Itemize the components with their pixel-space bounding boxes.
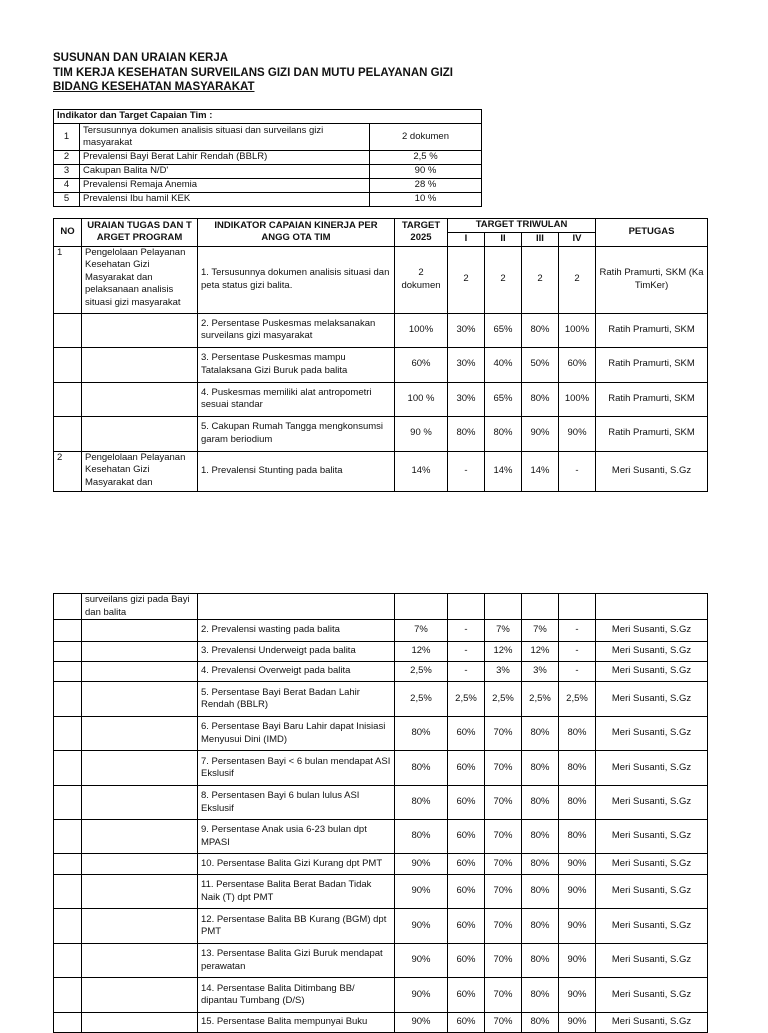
task-row (54, 909, 708, 944)
task-q1: 60% (448, 786, 485, 820)
task-q1: 60% (448, 978, 485, 1013)
task-no (54, 1013, 82, 1033)
task-row (54, 682, 708, 717)
task-no (54, 313, 82, 347)
task-no (54, 786, 82, 820)
task-q2: 70% (485, 820, 522, 854)
task-q3: 80% (522, 313, 559, 347)
task-q3: 80% (522, 978, 559, 1013)
task-q4: 2,5% (559, 682, 596, 717)
task-petugas: Meri Susanti, S.Gz (596, 875, 708, 909)
task-uraian (82, 786, 198, 820)
indicator-name: Tersusunnya dokumen analisis situasi dan surveilans gizi masyarakat (80, 124, 370, 151)
task-indikator: 7. Persentasen Bayi < 6 bulan mendapat ASI Ekslusif (198, 751, 395, 786)
task-q2: 3% (485, 662, 522, 682)
task-q2: 70% (485, 1013, 522, 1033)
task-target-2025: 60% (395, 347, 448, 382)
task-uraian (82, 347, 198, 382)
task-uraian (82, 875, 198, 909)
task-q1 (448, 594, 485, 620)
task-uraian (82, 751, 198, 786)
task-no (54, 382, 82, 416)
task-q4: 90% (559, 978, 596, 1013)
task-petugas: Meri Susanti, S.Gz (596, 944, 708, 978)
task-q2 (485, 594, 522, 620)
task-q2: 65% (485, 382, 522, 416)
task-no (54, 717, 82, 751)
task-q4: - (559, 662, 596, 682)
task-target-2025 (395, 594, 448, 620)
task-q1: 60% (448, 751, 485, 786)
task-q1: 60% (448, 717, 485, 751)
header-line-3: BIDANG KESEHATAN MASYARAKAT (53, 81, 255, 93)
task-no (54, 620, 82, 642)
task-petugas: Meri Susanti, S.Gz (596, 620, 708, 642)
task-q4: 90% (559, 909, 596, 944)
indicator-target: 90 % (370, 165, 482, 179)
task-q2: 65% (485, 313, 522, 347)
task-uraian (82, 1013, 198, 1033)
task-petugas: Meri Susanti, S.Gz (596, 717, 708, 751)
task-q3: 80% (522, 909, 559, 944)
task-no (54, 682, 82, 717)
task-row (54, 347, 708, 382)
task-target-2025: 90% (395, 944, 448, 978)
task-q3: 80% (522, 1013, 559, 1033)
task-q3: 50% (522, 347, 559, 382)
col-q2-header: II (485, 233, 522, 247)
task-q3: 80% (522, 751, 559, 786)
task-q3: 90% (522, 416, 559, 451)
task-petugas: Ratih Pramurti, SKM (596, 347, 708, 382)
task-indikator: 15. Persentase Balita mempunyai Buku (198, 1013, 395, 1033)
task-indikator: 1. Prevalensi Stunting pada balita (198, 451, 395, 491)
task-q2: 40% (485, 347, 522, 382)
task-q4: - (559, 451, 596, 491)
task-row (54, 246, 708, 313)
task-petugas: Meri Susanti, S.Gz (596, 854, 708, 875)
task-q4: 2 (559, 246, 596, 313)
task-target-2025: 2,5% (395, 662, 448, 682)
indicator-no: 5 (54, 193, 80, 207)
task-no (54, 978, 82, 1013)
task-indikator (198, 594, 395, 620)
task-q2: 70% (485, 944, 522, 978)
task-q3: 2,5% (522, 682, 559, 717)
task-q1: 60% (448, 944, 485, 978)
indicator-target: 28 % (370, 179, 482, 193)
task-q1: 30% (448, 382, 485, 416)
task-petugas: Ratih Pramurti, SKM (596, 313, 708, 347)
task-no (54, 662, 82, 682)
task-uraian (82, 944, 198, 978)
task-no (54, 347, 82, 382)
task-q1: 60% (448, 909, 485, 944)
task-q4: - (559, 620, 596, 642)
task-uraian (82, 717, 198, 751)
task-q3: 80% (522, 717, 559, 751)
task-indikator: 13. Persentase Balita Gizi Buruk mendapat perawatan (198, 944, 395, 978)
task-row (54, 854, 708, 875)
task-no (54, 642, 82, 662)
task-target-2025: 90% (395, 978, 448, 1013)
task-q2: 70% (485, 854, 522, 875)
task-indikator: 3. Persentase Puskesmas mampu Tatalaksana Gizi Buruk pada balita (198, 347, 395, 382)
task-q3: 80% (522, 944, 559, 978)
task-indikator: 11. Persentase Balita Berat Badan Tidak Naik (T) dpt PMT (198, 875, 395, 909)
task-q1: 30% (448, 347, 485, 382)
task-row (54, 594, 708, 620)
task-indikator: 2. Persentase Puskesmas melaksanakan surveilans gizi masyarakat (198, 313, 395, 347)
task-q1: - (448, 662, 485, 682)
main-table-page-2 (53, 593, 708, 1033)
task-uraian (82, 820, 198, 854)
col-indikator-header: INDIKATOR CAPAIAN KINERJA PER ANGG OTA TIM (198, 219, 395, 247)
task-petugas: Meri Susanti, S.Gz (596, 909, 708, 944)
task-indikator: 14. Persentase Balita Ditimbang BB/ dipantau Tumbang (D/S) (198, 978, 395, 1013)
indicator-title: Indikator dan Target Capaian Tim : (54, 110, 482, 124)
task-petugas: Meri Susanti, S.Gz (596, 642, 708, 662)
indicator-name: Prevalensi Remaja Anemia (80, 179, 370, 193)
task-q3: 2 (522, 246, 559, 313)
task-uraian (82, 662, 198, 682)
task-petugas: Meri Susanti, S.Gz (596, 820, 708, 854)
task-q1: 2 (448, 246, 485, 313)
task-q3: 3% (522, 662, 559, 682)
task-target-2025: 90% (395, 854, 448, 875)
header-line-1: SUSUNAN DAN URAIAN KERJA (53, 52, 229, 64)
task-row (54, 978, 708, 1013)
task-petugas: Ratih Pramurti, SKM (Ka TimKer) (596, 246, 708, 313)
task-q1: - (448, 642, 485, 662)
indicator-target: 2 dokumen (370, 124, 482, 151)
task-indikator: 10. Persentase Balita Gizi Kurang dpt PMT (198, 854, 395, 875)
task-target-2025: 90% (395, 875, 448, 909)
task-q3: 80% (522, 820, 559, 854)
task-q2: 70% (485, 978, 522, 1013)
task-q3: 7% (522, 620, 559, 642)
task-q3: 14% (522, 451, 559, 491)
task-petugas: Meri Susanti, S.Gz (596, 978, 708, 1013)
main-table-page-1 (53, 218, 708, 492)
task-uraian: surveilans gizi pada Bayi dan balita (82, 594, 198, 620)
task-q2: 2 (485, 246, 522, 313)
task-q3 (522, 594, 559, 620)
task-q1: 60% (448, 1013, 485, 1033)
task-target-2025: 80% (395, 786, 448, 820)
indicator-row (54, 193, 482, 207)
task-uraian (82, 909, 198, 944)
task-q4: 100% (559, 382, 596, 416)
task-uraian (82, 854, 198, 875)
task-row (54, 313, 708, 347)
indicator-name: Cakupan Balita N/D' (80, 165, 370, 179)
task-target-2025: 90% (395, 1013, 448, 1033)
indicator-table (53, 109, 482, 207)
task-q2: 70% (485, 875, 522, 909)
task-target-2025: 90% (395, 909, 448, 944)
col-q1-header: I (448, 233, 485, 247)
task-uraian (82, 416, 198, 451)
indicator-no: 3 (54, 165, 80, 179)
task-row (54, 451, 708, 491)
col-q4-header: IV (559, 233, 596, 247)
task-q1: 60% (448, 875, 485, 909)
col-q3-header: III (522, 233, 559, 247)
task-row (54, 1013, 708, 1033)
task-q4: 90% (559, 1013, 596, 1033)
task-q4: 80% (559, 717, 596, 751)
task-q2: 70% (485, 751, 522, 786)
col-triwulan-header: TARGET TRIWULAN (448, 219, 596, 233)
indicator-row (54, 165, 482, 179)
task-uraian: Pengelolaan Pelayanan Kesehatan Gizi Masyarakat dan pelaksanaan analisis situasi gizi masyarakat (82, 246, 198, 313)
task-target-2025: 2,5% (395, 682, 448, 717)
task-indikator: 1. Tersusunnya dokumen analisis situasi dan peta status gizi balita. (198, 246, 395, 313)
task-row (54, 416, 708, 451)
col-no-header: NO (54, 219, 82, 247)
task-q3: 80% (522, 786, 559, 820)
indicator-name: Prevalensi Ibu hamil KEK (80, 193, 370, 207)
task-q4: - (559, 642, 596, 662)
task-petugas (596, 594, 708, 620)
task-q4: 90% (559, 875, 596, 909)
task-petugas: Meri Susanti, S.Gz (596, 751, 708, 786)
task-row (54, 786, 708, 820)
indicator-target: 10 % (370, 193, 482, 207)
indicator-row (54, 124, 482, 151)
task-target-2025: 100 % (395, 382, 448, 416)
indicator-no: 4 (54, 179, 80, 193)
task-target-2025: 12% (395, 642, 448, 662)
task-no (54, 751, 82, 786)
task-row (54, 382, 708, 416)
task-indikator: 9. Persentase Anak usia 6-23 bulan dpt MPASI (198, 820, 395, 854)
task-q1: 2,5% (448, 682, 485, 717)
task-q2: 14% (485, 451, 522, 491)
task-petugas: Ratih Pramurti, SKM (596, 382, 708, 416)
task-row (54, 642, 708, 662)
task-petugas: Meri Susanti, S.Gz (596, 786, 708, 820)
task-q3: 12% (522, 642, 559, 662)
task-q4: 80% (559, 786, 596, 820)
task-uraian (82, 682, 198, 717)
indicator-no: 1 (54, 124, 80, 151)
task-uraian (82, 313, 198, 347)
task-indikator: 12. Persentase Balita BB Kurang (BGM) dpt PMT (198, 909, 395, 944)
task-row (54, 751, 708, 786)
task-row (54, 820, 708, 854)
task-q1: - (448, 620, 485, 642)
task-q2: 70% (485, 717, 522, 751)
task-petugas: Meri Susanti, S.Gz (596, 451, 708, 491)
task-petugas: Meri Susanti, S.Gz (596, 662, 708, 682)
task-q4: 80% (559, 751, 596, 786)
task-petugas: Meri Susanti, S.Gz (596, 682, 708, 717)
task-target-2025: 100% (395, 313, 448, 347)
task-petugas: Ratih Pramurti, SKM (596, 416, 708, 451)
task-uraian: Pengelolaan Pelayanan Kesehatan Gizi Masyarakat dan (82, 451, 198, 491)
task-q2: 12% (485, 642, 522, 662)
task-uraian (82, 978, 198, 1013)
header-line-2: TIM KERJA KESEHATAN SURVEILANS GIZI DAN MUTU PELAYANAN GIZI (53, 66, 453, 79)
task-row (54, 717, 708, 751)
task-q2: 80% (485, 416, 522, 451)
task-no (54, 909, 82, 944)
task-q2: 2,5% (485, 682, 522, 717)
task-q1: 60% (448, 820, 485, 854)
indicator-target: 2,5 % (370, 151, 482, 165)
task-no (54, 854, 82, 875)
task-q4 (559, 594, 596, 620)
task-q4: 80% (559, 820, 596, 854)
task-target-2025: 2 dokumen (395, 246, 448, 313)
task-no: 1 (54, 246, 82, 313)
task-uraian (82, 642, 198, 662)
task-q4: 60% (559, 347, 596, 382)
task-q3: 80% (522, 382, 559, 416)
task-row (54, 944, 708, 978)
task-row (54, 662, 708, 682)
task-target-2025: 7% (395, 620, 448, 642)
task-q1: - (448, 451, 485, 491)
task-q2: 7% (485, 620, 522, 642)
task-no (54, 820, 82, 854)
task-uraian (82, 382, 198, 416)
task-q1: 80% (448, 416, 485, 451)
task-indikator: 6. Persentase Bayi Baru Lahir dapat Inisiasi Menyusui Dini (IMD) (198, 717, 395, 751)
task-indikator: 4. Puskesmas memiliki alat antropometri sesuai standar (198, 382, 395, 416)
task-target-2025: 90 % (395, 416, 448, 451)
task-target-2025: 14% (395, 451, 448, 491)
task-q4: 90% (559, 944, 596, 978)
task-q3: 80% (522, 875, 559, 909)
task-indikator: 2. Prevalensi wasting pada balita (198, 620, 395, 642)
task-indikator: 4. Prevalensi Overweigt pada balita (198, 662, 395, 682)
task-target-2025: 80% (395, 820, 448, 854)
task-indikator: 5. Cakupan Rumah Tangga mengkonsumsi garam beriodium (198, 416, 395, 451)
task-indikator: 8. Persentasen Bayi 6 bulan lulus ASI Ekslusif (198, 786, 395, 820)
task-indikator: 3. Prevalensi Underweigt pada balita (198, 642, 395, 662)
indicator-row (54, 151, 482, 165)
task-q1: 60% (448, 854, 485, 875)
task-q1: 30% (448, 313, 485, 347)
task-no (54, 875, 82, 909)
task-q3: 80% (522, 854, 559, 875)
col-uraian-header: URAIAN TUGAS DAN T ARGET PROGRAM (82, 219, 198, 247)
task-row (54, 620, 708, 642)
indicator-row (54, 179, 482, 193)
indicator-no: 2 (54, 151, 80, 165)
task-q2: 70% (485, 786, 522, 820)
task-q2: 70% (485, 909, 522, 944)
col-petugas-header: PETUGAS (596, 219, 708, 247)
col-target-header: TARGET 2025 (395, 219, 448, 247)
document-header (53, 51, 453, 95)
task-indikator: 5. Persentase Bayi Berat Badan Lahir Rendah (BBLR) (198, 682, 395, 717)
task-q4: 90% (559, 416, 596, 451)
task-no (54, 944, 82, 978)
task-row (54, 875, 708, 909)
task-no (54, 594, 82, 620)
task-target-2025: 80% (395, 717, 448, 751)
task-uraian (82, 620, 198, 642)
task-no (54, 416, 82, 451)
task-no: 2 (54, 451, 82, 491)
task-q4: 100% (559, 313, 596, 347)
task-petugas: Meri Susanti, S.Gz (596, 1013, 708, 1033)
task-q4: 90% (559, 854, 596, 875)
indicator-name: Prevalensi Bayi Berat Lahir Rendah (BBLR) (80, 151, 370, 165)
task-target-2025: 80% (395, 751, 448, 786)
